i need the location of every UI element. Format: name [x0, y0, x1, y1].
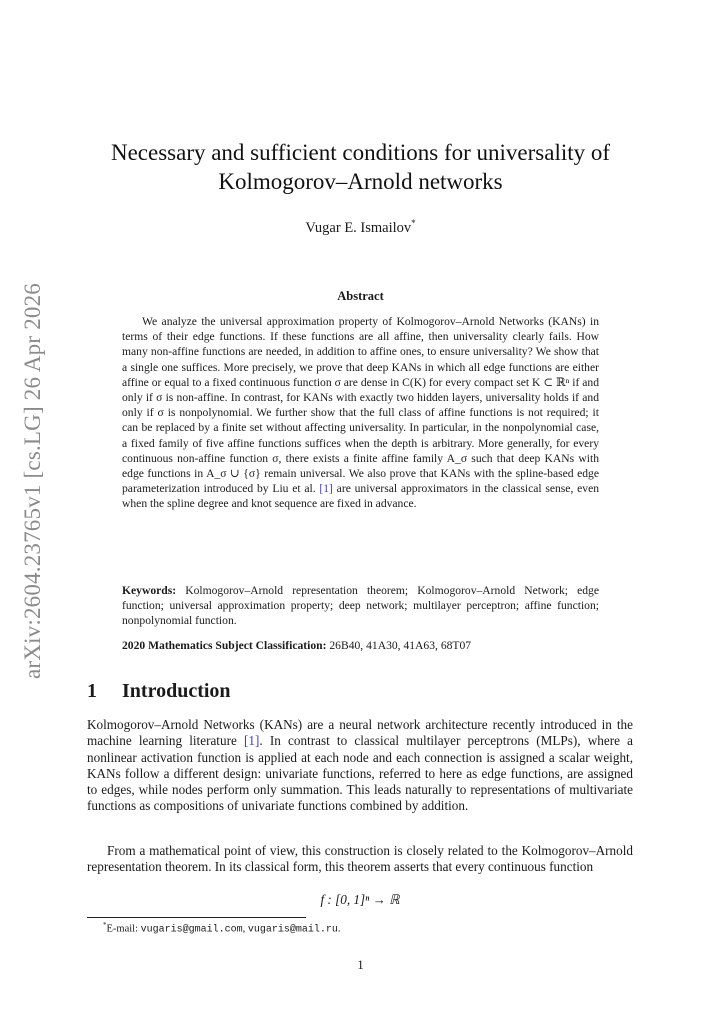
page-number: 1: [357, 957, 364, 972]
title-line-2: Kolmogorov–Arnold networks: [218, 169, 503, 194]
author-name: Vugar E. Ismailov: [305, 219, 412, 236]
msc-codes: 26B40, 41A30, 41A63, 68T07: [326, 639, 472, 652]
arxiv-stamp-text: arXiv:2604.23765v1 [cs.LG] 26 Apr 2026: [20, 283, 45, 679]
msc-label: 2020 Mathematics Subject Classification:: [122, 639, 327, 652]
section-heading-introduction: [87, 680, 231, 703]
abstract-body: [122, 314, 599, 512]
keywords-paragraph: [122, 583, 599, 629]
intro-paragraph-1: [87, 717, 633, 815]
author-line: [60, 218, 661, 237]
intro-paragraph-2: From a mathematical point of view, this construction is closely related to the Kolmogorov–Arnold representation theorem. In its classical form, this theorem asserts that every continuous function: [87, 843, 633, 875]
intro-p1-text-2: . In contrast to classical multilayer perceptrons (MLPs), where a nonlinear activation function is applied at each node and each connection is assigned a scalar weight, KANs follow a different design: univariate functions, referred to here as edge functions, are assigned to edges, while nodes perform only summation. This leads naturally to representations of multivariate functions as compositions of univariate functions combined by addition.: [87, 733, 633, 814]
section-number: 1: [87, 680, 97, 702]
abstract-heading: Abstract: [337, 289, 384, 303]
footnote-label: E-mail:: [106, 923, 141, 935]
footnote-mark: *: [103, 921, 107, 929]
paper-title: [60, 138, 661, 196]
arxiv-identifier-stamp: [20, 283, 46, 679]
intro-p1-text-1: Kolmogorov–Arnold Networks (KANs) are a neural network architecture recently introduced in the machine learning literature: [87, 717, 633, 749]
footnote-end: .: [337, 923, 341, 935]
display-equation: f : [0, 1]ⁿ → ℝ: [320, 892, 400, 907]
email-separator: ,: [242, 923, 248, 935]
abstract-citation-link[interactable]: [1]: [319, 482, 333, 496]
keywords-label: Keywords:: [122, 584, 177, 597]
email-1: vugaris@gmail.com: [140, 924, 243, 936]
footnote-rule: [87, 917, 306, 918]
abstract-text-1: We analyze the universal approximation property of Kolmogorov–Arnold Networks (KANs) in terms of their edge functions. If these functions are all affine, then universality clearly fails. How many non-affine functions are needed, in addition to affine ones, to ensure universality? We show that a single one suffices. More precisely, we prove that deep KANs in which all edge functions are either affine or equal to a fixed continuous function σ are dense in C(K) for every compact set K ⊂ ℝⁿ if and only if σ is non-affine. In contrast, for KANs with exactly two hidden layers, universality holds if and only if σ is nonpolynomial. We further show that the full class of affine functions is not required; it can be replaced by a finite set without affecting universality. In particular, in the nonpolynomial case, a fixed family of five affine functions suffices when the depth is arbitrary. More generally, for every continuous non-affine function σ, there exists a finite affine family A_σ such that deep KANs with edge functions in A_σ ∪ {σ} remain universal. We also prove that KANs with the spline-based edge parameterization introduced by Liu et al.: [122, 315, 599, 496]
title-line-1: Necessary and sufficient conditions for universality of: [110, 140, 611, 165]
email-2: vugaris@mail.ru: [247, 924, 338, 936]
intro-citation-link[interactable]: [1]: [243, 733, 260, 749]
abstract-text-2: are universal approximators in the classical sense, even when the spline degree and knot sequence are fixed in advance.: [122, 482, 600, 511]
section-title: Introduction: [122, 680, 231, 702]
keywords-text: Kolmogorov–Arnold representation theorem; Kolmogorov–Arnold Network; edge function; universal approximation property; deep network; multilayer perceptron; affine function; nonpolynomial function.: [122, 584, 599, 628]
author-footnote-mark: *: [411, 218, 416, 228]
footnote: [103, 921, 341, 936]
msc-classification: [122, 638, 599, 653]
